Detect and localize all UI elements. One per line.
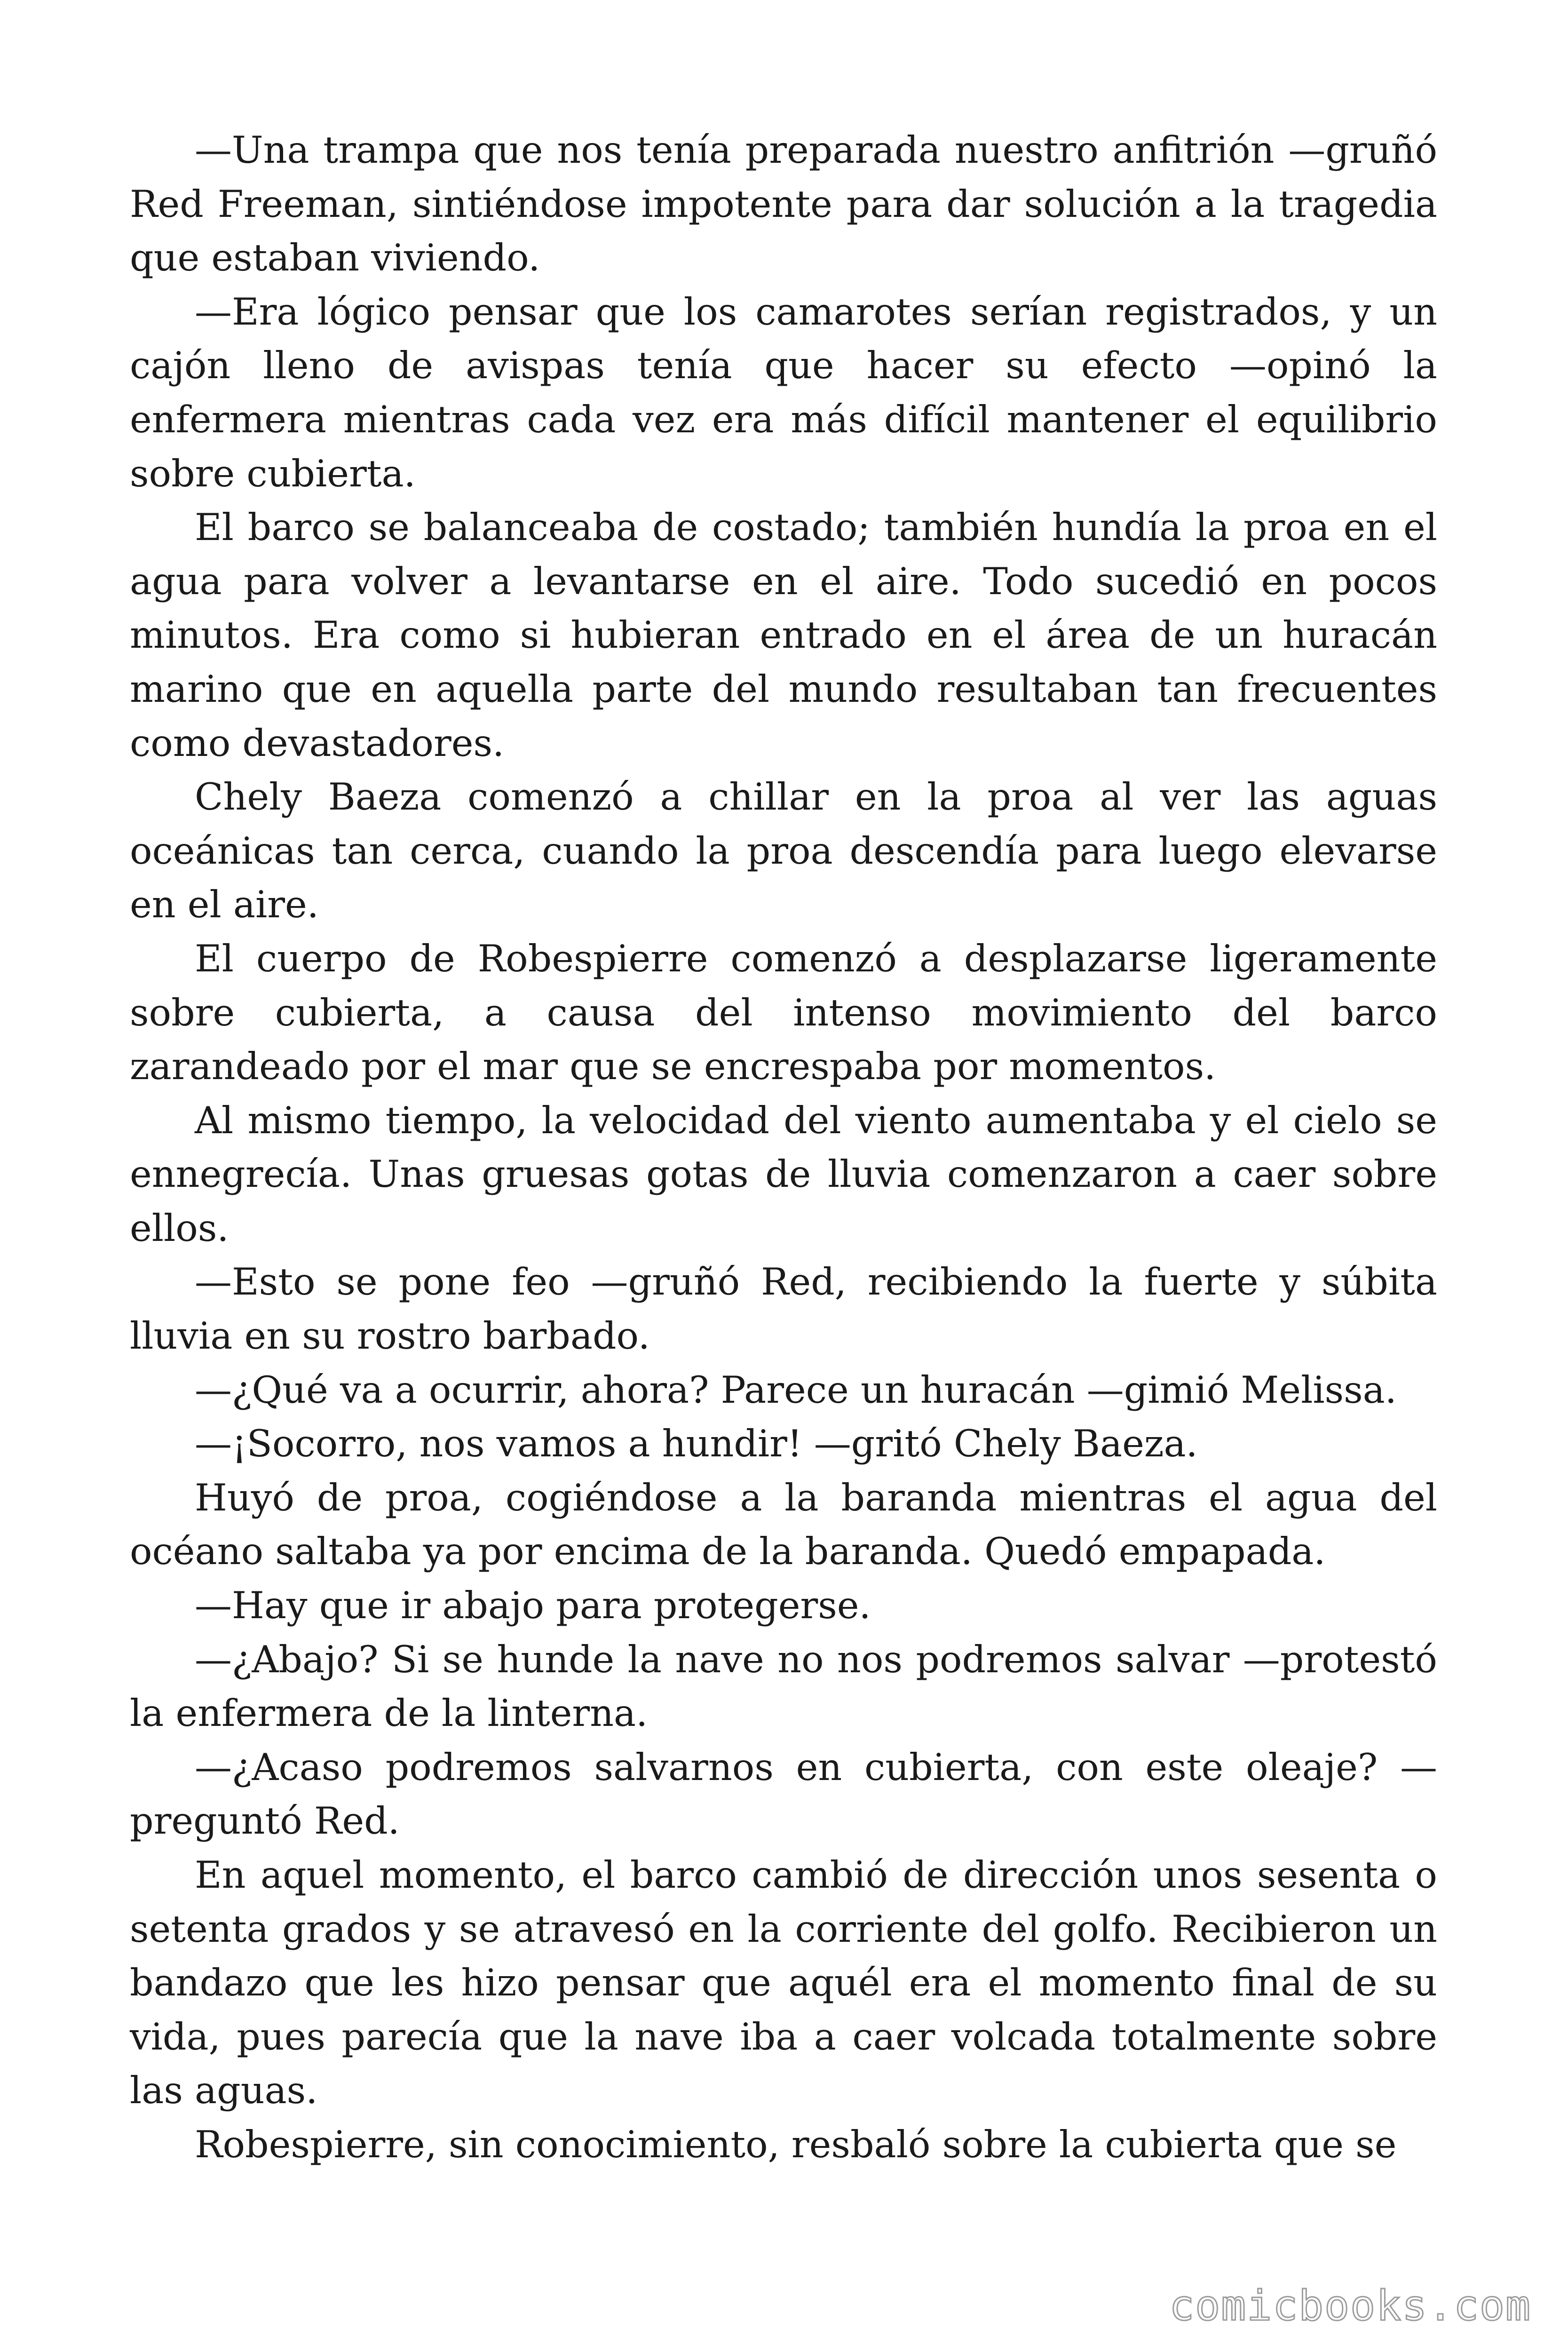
paragraph: —¿Qué va a ocurrir, ahora? Parece un huracán —gimió Melissa.	[195, 1368, 1397, 1412]
paragraph: En aquel momento, el barco cambió de dirección unos sesenta o setenta grados y se atravesó en la corriente del golfo. Recibieron un bandazo que les hizo pensar que aquél era el momento final de su vida, pues parecía que la nave iba a caer volcada totalmente sobre las aguas.	[130, 1853, 1437, 2113]
paragraph: Huyó de proa, cogiéndose a la baranda mientras el agua del océano saltaba ya por encima de la baranda. Quedó empapada.	[130, 1476, 1437, 1573]
paragraph: —Una trampa que nos tenía preparada nuestro anfitrión —gruñó Red Freeman, sintiéndose impotente para dar solución a la tragedia que estaban viviendo.	[130, 128, 1437, 280]
paragraph: El barco se balanceaba de costado; también hundía la proa en el agua para volver a levantarse en el aire. Todo sucedió en pocos minutos. Era como si hubieran entrado en el área de un huracán marino que en aquella parte del mundo resultaban tan frecuentes como devastadores.	[130, 506, 1437, 765]
paragraph: —Hay que ir abajo para protegerse.	[195, 1584, 871, 1628]
paragraph: Robespierre, sin conocimiento, resbaló sobre la cubierta que se	[195, 2122, 1397, 2166]
paragraph: —Era lógico pensar que los camarotes serían registrados, y un cajón lleno de avispas tenía que hacer su efecto —opinó la enfermera mientras cada vez era más difícil mantener el equilibrio sobre cubierta.	[130, 290, 1437, 495]
paragraph: —¿Acaso podremos salvarnos en cubierta, con este oleaje? —preguntó Red.	[130, 1745, 1437, 1843]
paragraph: Chely Baeza comenzó a chillar en la proa al ver las aguas oceánicas tan cerca, cuando la proa descendía para luego elevarse en el aire.	[130, 775, 1437, 927]
paragraph: —¿Abajo? Si se hunde la nave no nos podremos salvar —protestó la enfermera de la linterna.	[130, 1637, 1437, 1735]
paragraph: El cuerpo de Robespierre comenzó a desplazarse ligeramente sobre cubierta, a causa del intenso movimiento del barco zarandeado por el mar que se encrespaba por momentos.	[130, 937, 1437, 1089]
body-text	[130, 123, 1437, 2172]
paragraph: —¡Socorro, nos vamos a hundir! —gritó Chely Baeza.	[195, 1422, 1198, 1466]
paragraph: Al mismo tiempo, la velocidad del viento aumentaba y el cielo se ennegrecía. Unas gruesas gotas de lluvia comenzaron a caer sobre ellos.	[130, 1098, 1437, 1250]
paragraph: —Esto se pone feo —gruñó Red, recibiendo la fuerte y súbita lluvia en su rostro barbado.	[130, 1260, 1437, 1358]
watermark: comicbooks.com	[1169, 2281, 1531, 2330]
